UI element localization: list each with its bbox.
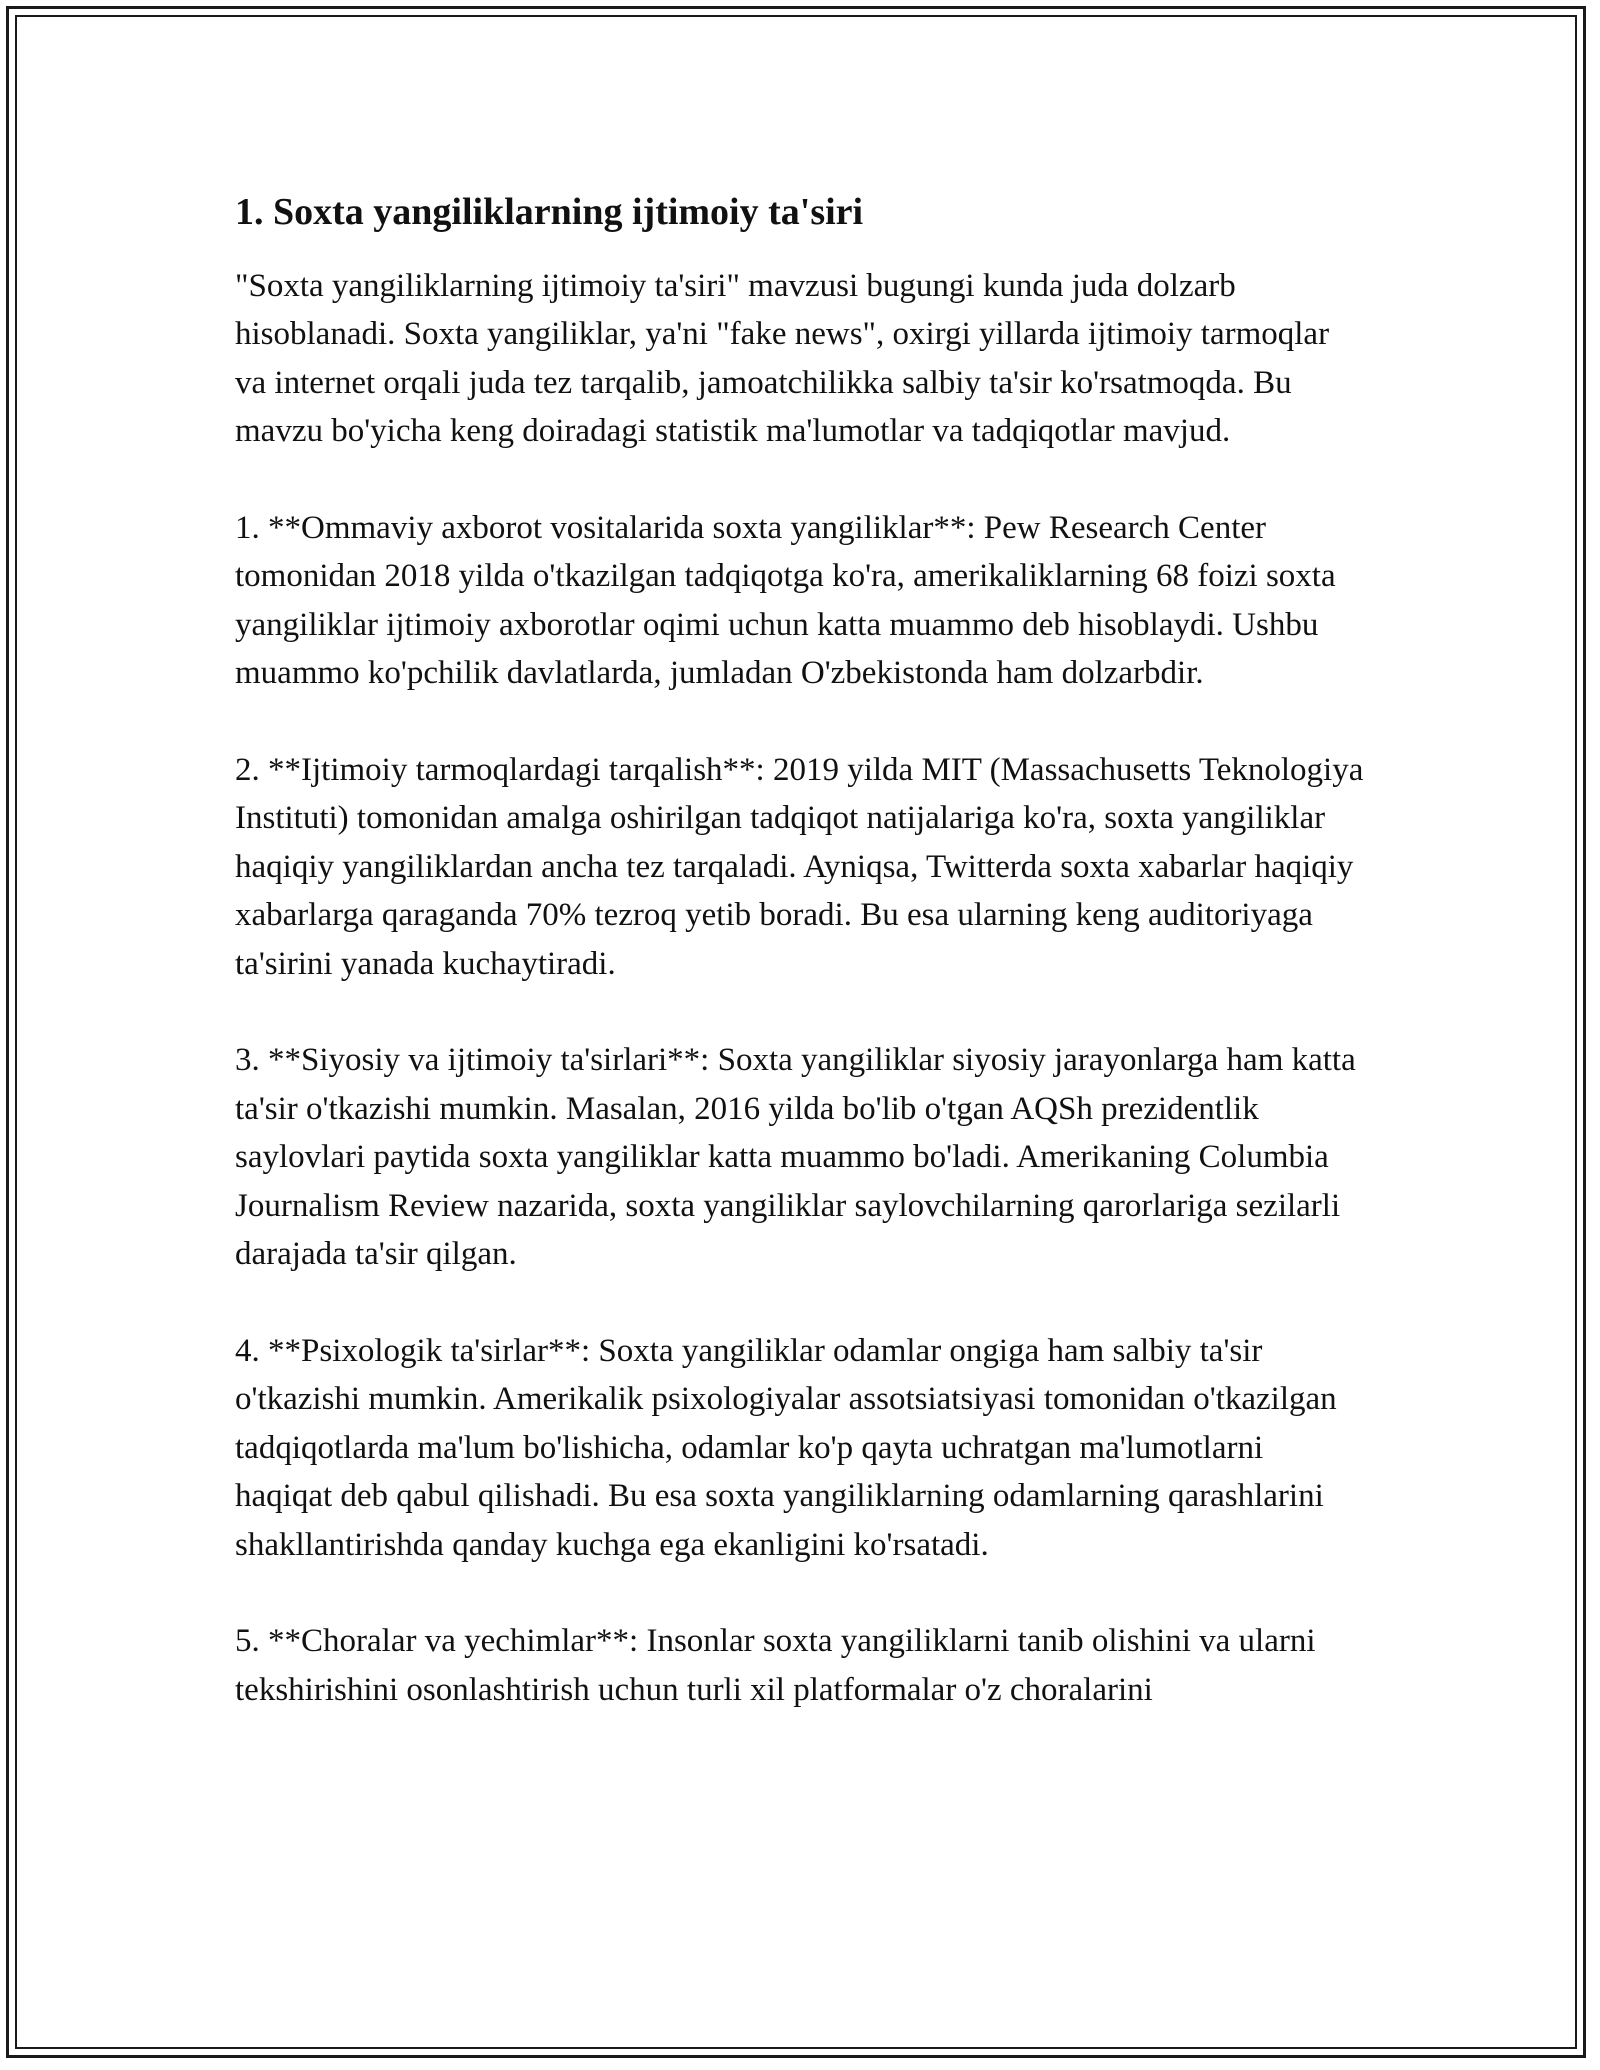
intro-paragraph: "Soxta yangiliklarning ijtimoiy ta'siri" mavzusi bugungi kunda juda dolzarb hisoblanadi. Soxta yangiliklar, ya'ni "fake news", oxirgi yillarda ijtimoiy tarmoqlar va internet orqali juda tez tarqalib, jamoatchilikka salbiy ta'sir ko'rsatmoqda. Bu mavzu bo'yicha keng doiradagi statistik ma'lumotlar va tadqiqotlar mavjud. — [235, 268, 1338, 450]
document-title: 1. Soxta yangiliklarning ijtimoiy ta'siri — [235, 191, 864, 233]
list-item-1-paragraph: 1. **Ommaviy axborot vositalarida soxta yangiliklar**: Pew Research Center tomonidan 2018 yilda o'tkazilgan tadqiqotga ko'ra, amerikaliklarning 68 foizi soxta yangiliklar ijtimoiy axborotlar oqimi uchun katta muammo deb hisoblaydi. Ushbu muammo ko'pchilik davlatlarda, jumladan O'zbekistonda ham dolzarbdir. — [235, 510, 1344, 692]
list-item-3-paragraph: 3. **Siyosiy va ijtimoiy ta'sirlari**: Soxta yangiliklar siyosiy jarayonlarga ham katta ta'sir o'tkazishi mumkin. Masalan, 2016 yilda bo'lib o'tgan AQSh prezidentlik saylovlari paytida soxta yangiliklar katta muammo bo'ladi. Amerikaning Columbia Journalism Review nazarida, soxta yangiliklar saylovchilarning qarorlariga sezilarli darajada ta'sir qilgan. — [235, 1042, 1364, 1273]
list-item-5-paragraph: 5. **Choralar va yechimlar**: Insonlar soxta yangiliklarni tanib olishini va ularni tekshirishini osonlashtirish uchun turli xil platformalar o'z choralarini — [235, 1623, 1324, 1708]
list-item-4-paragraph: 4. **Psixologik ta'sirlar**: Soxta yangiliklar odamlar ongiga ham salbiy ta'sir o'tkazishi mumkin. Amerikalik psixologiyalar assotsiatsiyasi tomonidan o'tkazilgan tadqiqotlarda ma'lum bo'lishicha, odamlar ko'p qayta uchratgan ma'lumotlarni haqiqat deb qabul qilishadi. Bu esa soxta yangiliklarning odamlarning qarashlarini shakllantirishda qanday kuchga ega ekanligini ko'rsatadi. — [235, 1332, 1345, 1563]
document-body — [235, 188, 1372, 1763]
list-item-2-paragraph: 2. **Ijtimoiy tarmoqlardagi tarqalish**: 2019 yilda MIT (Massachusetts Teknologiya Instituti) tomonidan amalga oshirilgan tadqiqot natijalariga ko'ra, soxta yangiliklar haqiqiy yangiliklardan ancha tez tarqaladi. Ayniqsa, Twitterda soxta xabarlar haqiqiy xabarlarga qaraganda 70% tezroq yetib boradi. Bu esa ularning keng auditoriyaga ta'sirini yanada kuchaytiradi. — [235, 752, 1372, 982]
